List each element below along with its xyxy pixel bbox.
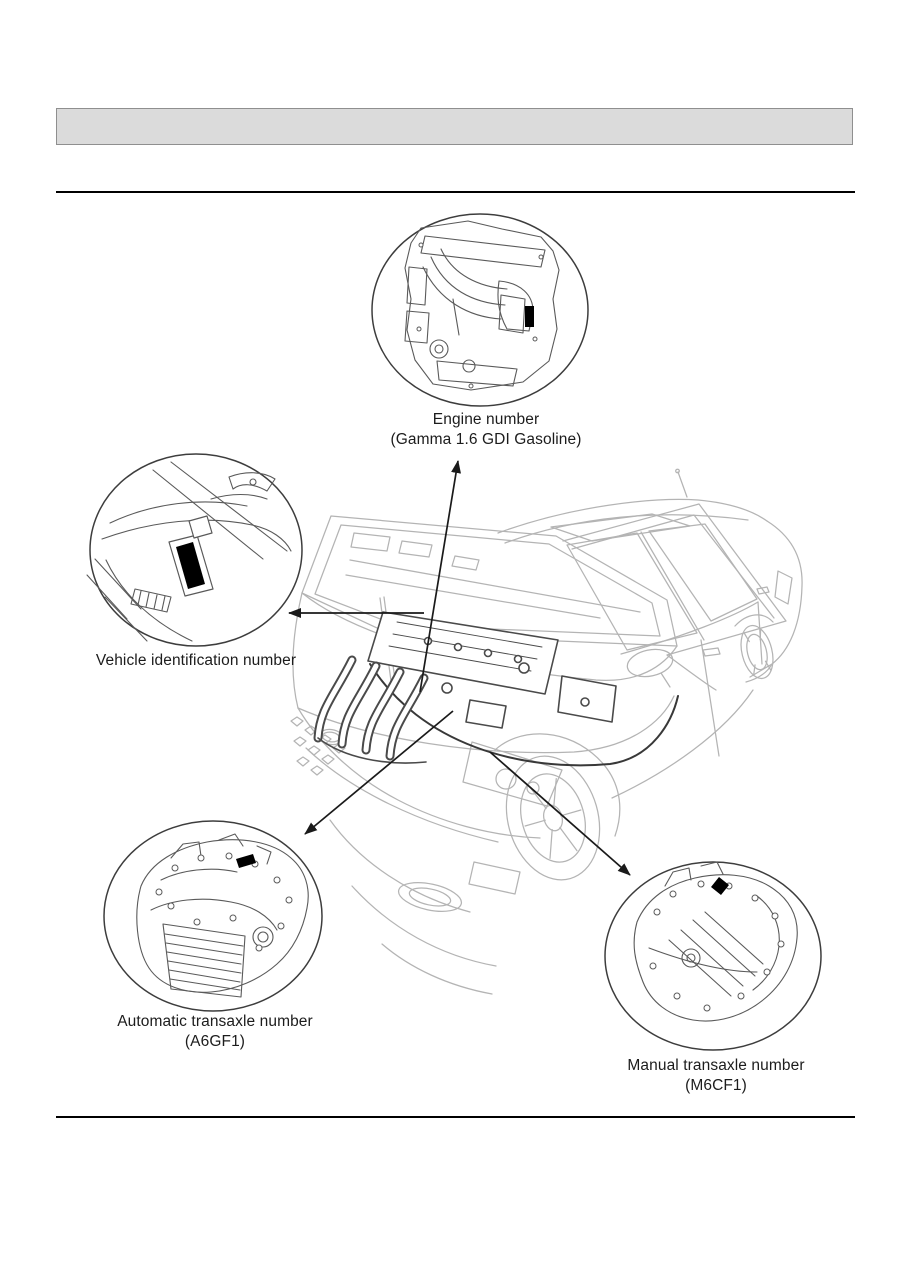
auto-transaxle-label-line2: (A6GF1) (184, 1032, 246, 1050)
manual-transaxle-label-line1: Manual transaxle number (627, 1057, 805, 1074)
auto-transaxle-label-line1: Automatic transaxle number (117, 1013, 313, 1030)
manual-transaxle-callout-arrow (490, 752, 630, 875)
vin-label-line1: Vehicle identification number (95, 652, 297, 669)
engine-number-label (306, 410, 666, 449)
fog-lamp (396, 878, 464, 917)
callout-circle-engine (372, 214, 588, 406)
callout-circle-vin (87, 454, 302, 646)
vin-label (36, 651, 356, 671)
auto-transaxle-label (35, 1012, 395, 1051)
callout-circle-manual-transaxle (605, 862, 821, 1050)
engine-number-marker (525, 306, 534, 327)
engine-number-label-line2: (Gamma 1.6 GDI Gasoline) (390, 430, 582, 448)
manual-transaxle-label-line2: (M6CF1) (685, 1076, 747, 1094)
callout-circle-auto-transaxle (104, 821, 322, 1011)
engine-number-label-line1: Engine number (432, 411, 540, 428)
manual-transaxle-label (536, 1056, 896, 1095)
side-mirror (625, 646, 675, 687)
